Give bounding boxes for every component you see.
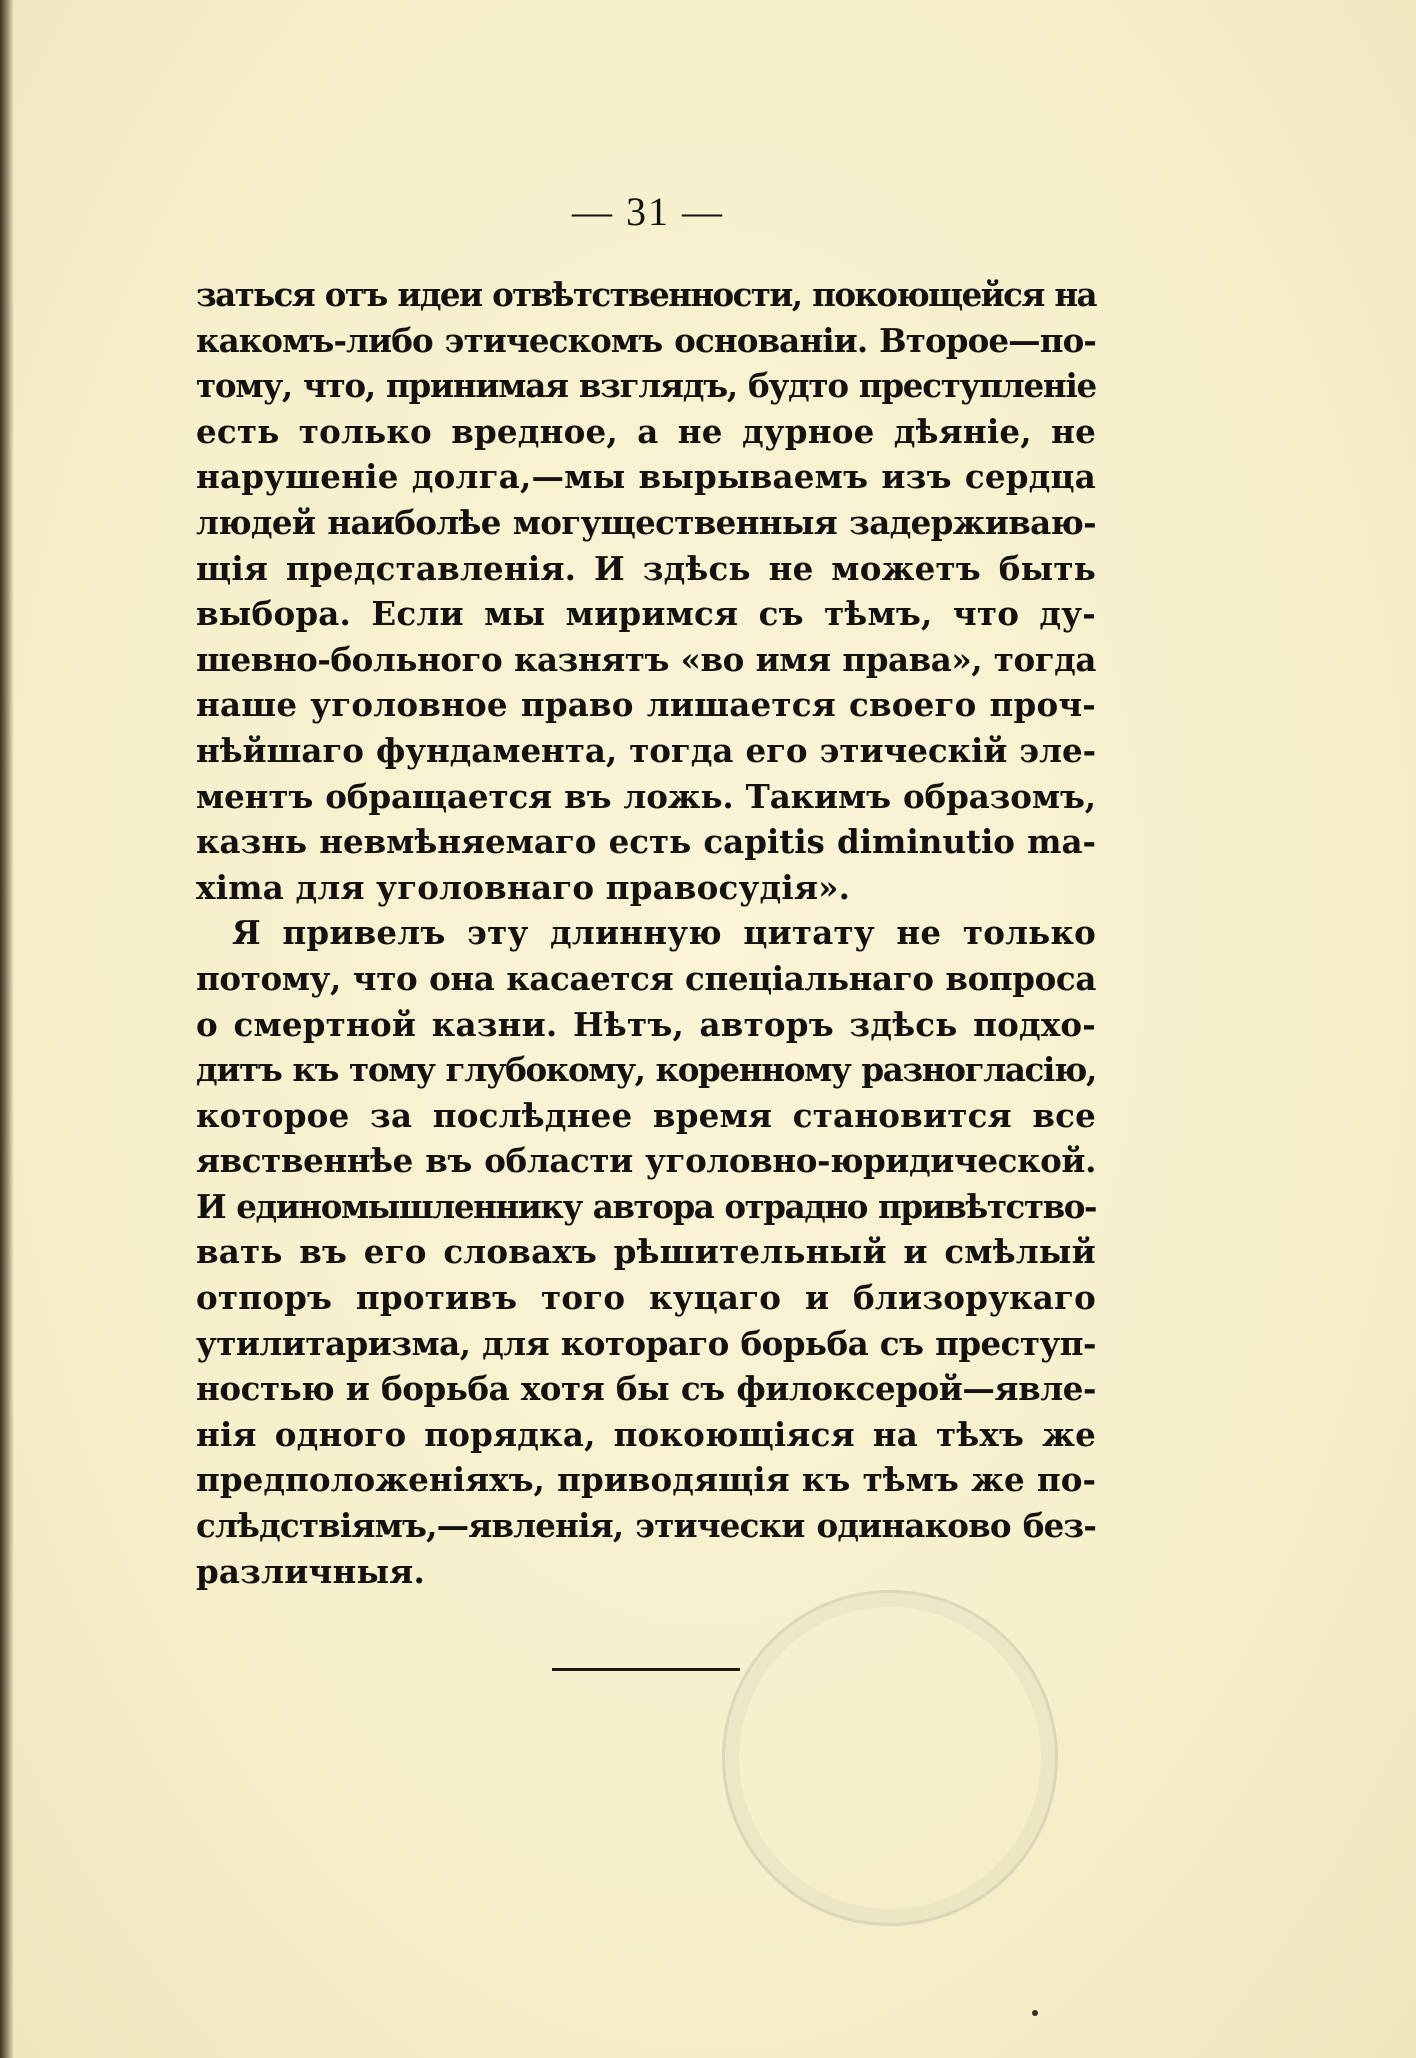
text-line: какомъ-либо этическомъ основаніи. Второе—по- [196, 320, 1096, 360]
text-line: отпоръ противъ того куцаго и близорукаго [196, 1278, 1096, 1318]
page-number: — 31 — [572, 189, 724, 234]
text-line: явственнѣе въ области уголовно-юридической. [196, 1141, 1096, 1181]
text-line: людей наиболѣе могущественныя задерживаю- [196, 502, 1096, 542]
text-line: которое за послѣднее время становится все [196, 1095, 1096, 1135]
text-line: шевно-больного казнятъ «во имя права», тогда [196, 639, 1096, 679]
text-line: предположеніяхъ, приводящія къ тѣмъ же по- [196, 1460, 1096, 1500]
text-line-paragraph-start: Я привелъ эту длинную цитату не только [232, 913, 1096, 953]
text-line: казнь невмѣняемаго есть capitis diminutio ma- [196, 822, 1096, 862]
body-text [196, 272, 1096, 1594]
text-line: выбора. Если мы миримся съ тѣмъ, что ду- [196, 594, 1096, 634]
page-edge-shadow [0, 0, 14, 2058]
text-line: вать въ его словахъ рѣшительный и смѣлый [196, 1232, 1096, 1272]
text-line: ментъ обращается въ ложь. Такимъ образомъ, [196, 776, 1096, 816]
faded-library-stamp [722, 1590, 1058, 1926]
text-line: И единомышленнику автора отрадно привѣтство- [196, 1186, 1096, 1226]
text-line: нарушеніе долга,—мы вырываемъ изъ сердца [196, 457, 1096, 497]
text-line: о смертной казни. Нѣтъ, авторъ здѣсь подхо- [196, 1004, 1096, 1044]
text-line: наше уголовное право лишается своего проч- [196, 685, 1096, 725]
text-line: слѣдствіямъ,—явленія, этически одинаково без- [196, 1506, 1096, 1546]
text-line-paragraph-end: xima для уголовнаго правосудія». [196, 867, 851, 907]
text-line: потому, что она касается спеціальнаго вопроса [196, 958, 1096, 998]
text-line: тому, что, принимая взглядъ, будто преступленіе [196, 366, 1096, 406]
text-line-paragraph-end: различныя. [196, 1551, 426, 1591]
text-line: ностью и борьба хотя бы съ филоксерой—явле- [196, 1369, 1096, 1409]
text-line: щія представленія. И здѣсь не можетъ быть [196, 548, 1096, 588]
text-line: заться отъ идеи отвѣтственности, покоющейся на [196, 275, 1096, 314]
text-line: утилитаризма, для котораго борьба съ преступ- [196, 1323, 1096, 1363]
text-line: нія одного порядка, покоющіяся на тѣхъ же [196, 1414, 1096, 1454]
text-line: есть только вредное, а не дурное дѣяніе, не [196, 411, 1096, 451]
section-divider [552, 1668, 740, 1671]
ink-speck [1032, 2010, 1038, 2016]
text-line: дитъ къ тому глубокому, коренному разногласію, [196, 1050, 1096, 1090]
text-line: нѣйшаго фундамента, тогда его этическій эле- [196, 730, 1096, 770]
